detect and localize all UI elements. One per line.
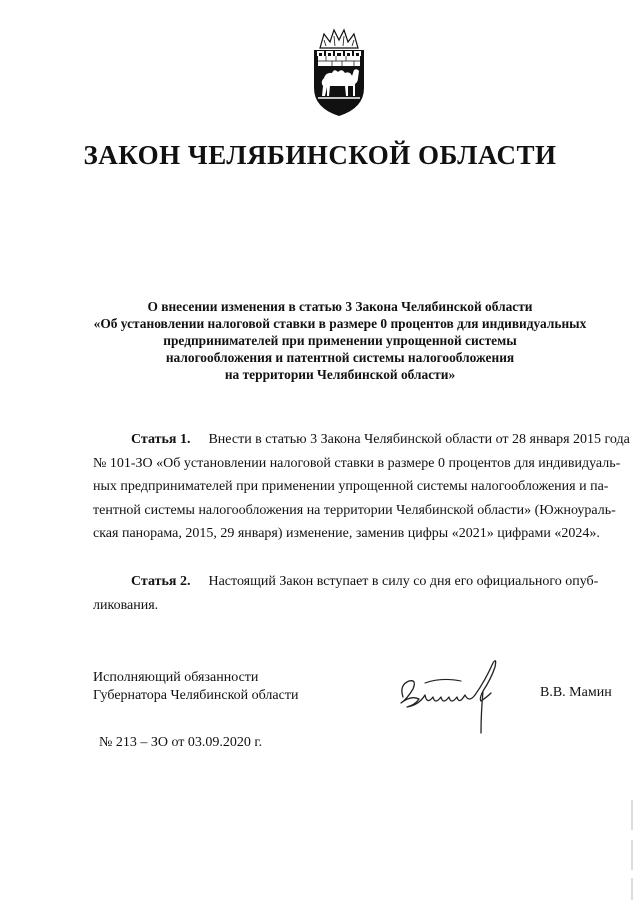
signatory-title-line: Губернатора Челябинской области xyxy=(93,687,299,703)
article-1-line: ская панорама, 2015, 29 января) изменение, заменив цифры «2021» цифрами «2024». xyxy=(93,526,600,541)
subtitle-line: налогообложения и патентной системы налогообложения xyxy=(165,350,515,365)
article-1-line: тентной системы налогообложения на территории Челябинской области» (Южноураль- xyxy=(93,502,616,518)
article-1-line: ных предпринимателей при применении упрощенной системы налогообложения и па- xyxy=(93,479,609,494)
law-number: № 213 – ЗО от 03.09.2020 г. xyxy=(99,735,263,750)
law-subtitle xyxy=(70,298,610,383)
article-2 xyxy=(93,570,599,617)
article-1-line: Внести в статью 3 Закона Челябинской области от 28 января 2015 года xyxy=(208,432,630,447)
article-1-label: Статья 1. xyxy=(131,432,191,447)
handwritten-signature-icon xyxy=(395,655,510,737)
signatory-title-line: Исполняющий обязанности xyxy=(93,670,259,685)
article-2-line: Настоящий Закон вступает в силу со дня его официального опуб- xyxy=(208,574,599,589)
article-1 xyxy=(93,428,630,546)
subtitle-line: «Об установлении налоговой ставки в размере 0 процентов для индивидуальных xyxy=(93,316,587,331)
signatory-name: В.В. Мамин xyxy=(540,685,612,700)
article-2-line: ликования. xyxy=(93,597,159,613)
article-2-label: Статья 2. xyxy=(131,574,191,589)
signatory-title xyxy=(93,669,298,704)
document-title: ЗАКОН ЧЕЛЯБИНСКОЙ ОБЛАСТИ xyxy=(83,140,557,170)
subtitle-line: на территории Челябинской области» xyxy=(224,367,456,382)
article-1-line: № 101-ЗО «Об установлении налоговой ставки в размере 0 процентов для индивидуаль- xyxy=(93,455,621,471)
chelyabinsk-coat-of-arms-icon xyxy=(298,26,380,118)
scan-edge-line xyxy=(631,800,633,900)
subtitle-line: предпринимателей при применении упрощенной системы xyxy=(163,333,517,348)
subtitle-line: О внесении изменения в статью 3 Закона Челябинской области xyxy=(147,299,533,314)
